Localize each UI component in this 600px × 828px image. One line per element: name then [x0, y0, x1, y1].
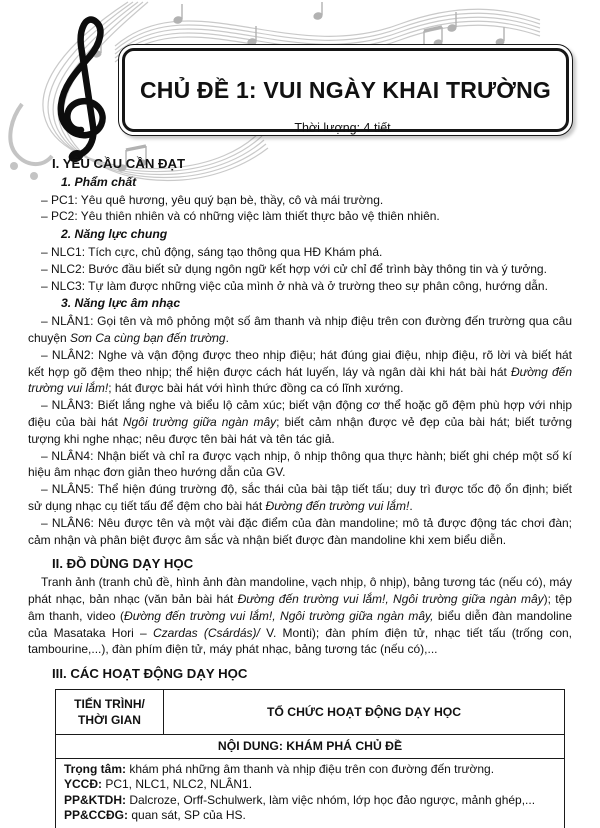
table-detail-line: PP&KTDH: Dalcroze, Orff-Schulwerk, làm việc nhóm, lớp học đảo ngược, mảnh ghép,... [64, 792, 536, 807]
table-header-line2: THỜI GIAN [78, 712, 141, 727]
paragraph: – NLÂN3: Biết lắng nghe và biểu lộ cảm xúc; biết vận động cơ thể hoặc gõ đệm phù hợp với nhịp điệu của bài hát Ngôi trường giữa ngàn mây; biết cảm nhận được vẻ đẹp của bài hát; biết tưởng tượng khi nghe nhạc; nêu được tên bài hát và tên tác giả. [28, 398, 572, 446]
section-heading: III. CÁC HOẠT ĐỘNG DẠY HỌC [52, 666, 248, 682]
table-detail-line: YCCĐ: PC1, NLC1, NLC2, NLÂN1. [64, 777, 253, 792]
paragraph: – NLÂN2: Nghe và vận động được theo nhịp điệu; hát đúng giai điệu, nhịp điệu, rõ lời và biết hát kết hợp gõ đệm theo nhịp; thể hiện được cách hát luyến, láy và ngân dài khi hát bài hát Đường đến trường vui lắm!; hát được bài hát với hình thức đồng ca có lĩnh xướng. [28, 347, 572, 396]
table-detail-line: PP&CCĐG: quan sát, SP của HS. [64, 808, 246, 823]
paragraph: – NLÂN5: Thể hiện đúng trường độ, sắc thái của bài tập tiết tấu; duy trì được tốc độ ổn định; biết sử dụng nhạc cụ tiết tấu để đệm cho bài hát Đường đến trường vui lắm!. [28, 482, 572, 513]
subsection-heading: 3. Năng lực âm nhạc [61, 296, 181, 311]
paragraph: – NLÂN1: Gọi tên và mô phỏng một số âm thanh và nhịp điệu trên con đường đến trường qua câu chuyện Sơn Ca cùng bạn đến trường. [28, 314, 572, 345]
section-heading: II. ĐỒ DÙNG DẠY HỌC [52, 556, 194, 572]
duration-badge: Thời lượng: 4 tiết [294, 120, 391, 135]
document-content [0, 156, 600, 828]
paragraph: – NLC2: Bước đầu biết sử dụng ngôn ngữ kết hợp với cử chỉ để trình bày thông tin và ý tưởng. [41, 261, 547, 276]
table-header-row [56, 689, 565, 734]
table-section-title: NỘI DUNG: KHÁM PHÁ CHỦ ĐỀ [56, 734, 565, 758]
paragraph: – PC2: Yêu thiên nhiên và có những việc làm thiết thực bảo vệ thiên nhiên. [41, 209, 440, 224]
table-detail-line: Trọng tâm: khám phá những âm thanh và nhịp điệu trên con đường đến trường. [64, 761, 495, 776]
body-blocks [28, 156, 572, 683]
table-detail-cell [56, 758, 565, 828]
subsection-heading: 1. Phẩm chất [61, 174, 137, 189]
paragraph: – NLÂN4: Nhận biết và chỉ ra được vạch nhịp, ô nhịp thông qua thực hành; biết ghi chép một số kí hiệu âm nhạc đơn giản theo hướng dẫn của GV. [28, 448, 572, 480]
paragraph: – NLC1: Tích cực, chủ động, sáng tạo thông qua HĐ Khám phá. [41, 244, 383, 259]
activities-table [55, 689, 565, 828]
paragraph: Tranh ảnh (tranh chủ đề, hình ảnh đàn mandoline, vạch nhịp, ô nhịp), bảng tương tác (nếu có), máy phát nhạc, bản nhạc (văn bản bài hát Đường đến trường vui lắm!, Ngôi trường giữa ngàn mây); tệp âm thanh, video (Đường đến trường vui lắm!, Ngôi trường giữa ngàn mây, biểu diễn đàn mandoline của Masataka Hori – Czardas (Csárdás)/ V. Monti); đàn phím điện tử, nhạc tiết tấu (trống con, tambourine,...), đàn phím điện tử, máy phát nhạc, bảng tương tác (nếu có),... [28, 575, 573, 657]
table-detail-row [56, 758, 565, 828]
subsection-heading: 2. Năng lực chung [61, 227, 168, 242]
table-header-process-time [56, 689, 164, 734]
section-heading: I. YÊU CẦU CẦN ĐẠT [52, 156, 186, 171]
table-header-organization: TỔ CHỨC HOẠT ĐỘNG DẠY HỌC [164, 689, 565, 734]
paragraph: – NLÂN6: Nêu được tên và một vài đặc điểm của đàn mandoline; mô tả được động tác chơi đàn; cảm nhận và phân biệt được âm sắc và nhận biết được đàn mandoline khi xem biểu diễn. [28, 515, 572, 547]
paragraph: – NLC3: Tự làm được những việc của mình ở nhà và ở trường theo sự phân công, hướng dẫn. [41, 278, 548, 293]
paragraph: – PC1: Yêu quê hương, yêu quý bạn bè, thầy, cô và mái trường. [41, 192, 384, 207]
chapter-title: CHỦ ĐỀ 1: VUI NGÀY KHAI TRƯỜNG [139, 76, 552, 103]
table-section-row [56, 734, 565, 758]
table-header-line1: TIẾN TRÌNH/ [74, 696, 145, 711]
